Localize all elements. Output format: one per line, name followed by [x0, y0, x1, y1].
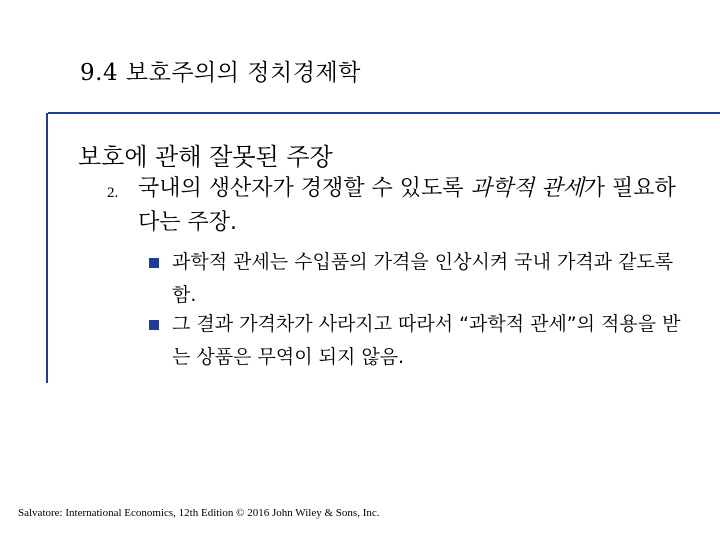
item-number: 2. — [107, 185, 119, 201]
sub-item-2: 그 결과 가격차가 사라지고 따라서 “과학적 관세”의 적용을 받는 상품은 무역이 되지 않음. — [172, 313, 681, 368]
item-text-italic: 과학적 관세 — [470, 176, 584, 201]
footer-citation: Salvatore: International Economics, 12th Edition © 2016 John Wiley & Sons, Inc. — [18, 507, 380, 519]
title-area — [0, 0, 720, 113]
slide-title: 9.4 보호주의의 정치경제학 — [80, 60, 361, 86]
section-heading: 보호에 관해 잘못된 주장 — [78, 143, 333, 171]
bullet-icon — [149, 320, 159, 330]
item-text — [138, 172, 678, 240]
title-divider — [48, 112, 720, 114]
bullet-icon — [149, 258, 159, 268]
item-text-after: 가 필요하다는 주장. — [138, 176, 676, 235]
item-text-before: 국내의 생산자가 경쟁할 수 있도록 — [138, 176, 471, 201]
sub-item-1: 과학적 관세는 수입품의 가격을 인상시켜 국내 가격과 같도록 함. — [172, 251, 674, 306]
left-divider — [46, 113, 48, 383]
